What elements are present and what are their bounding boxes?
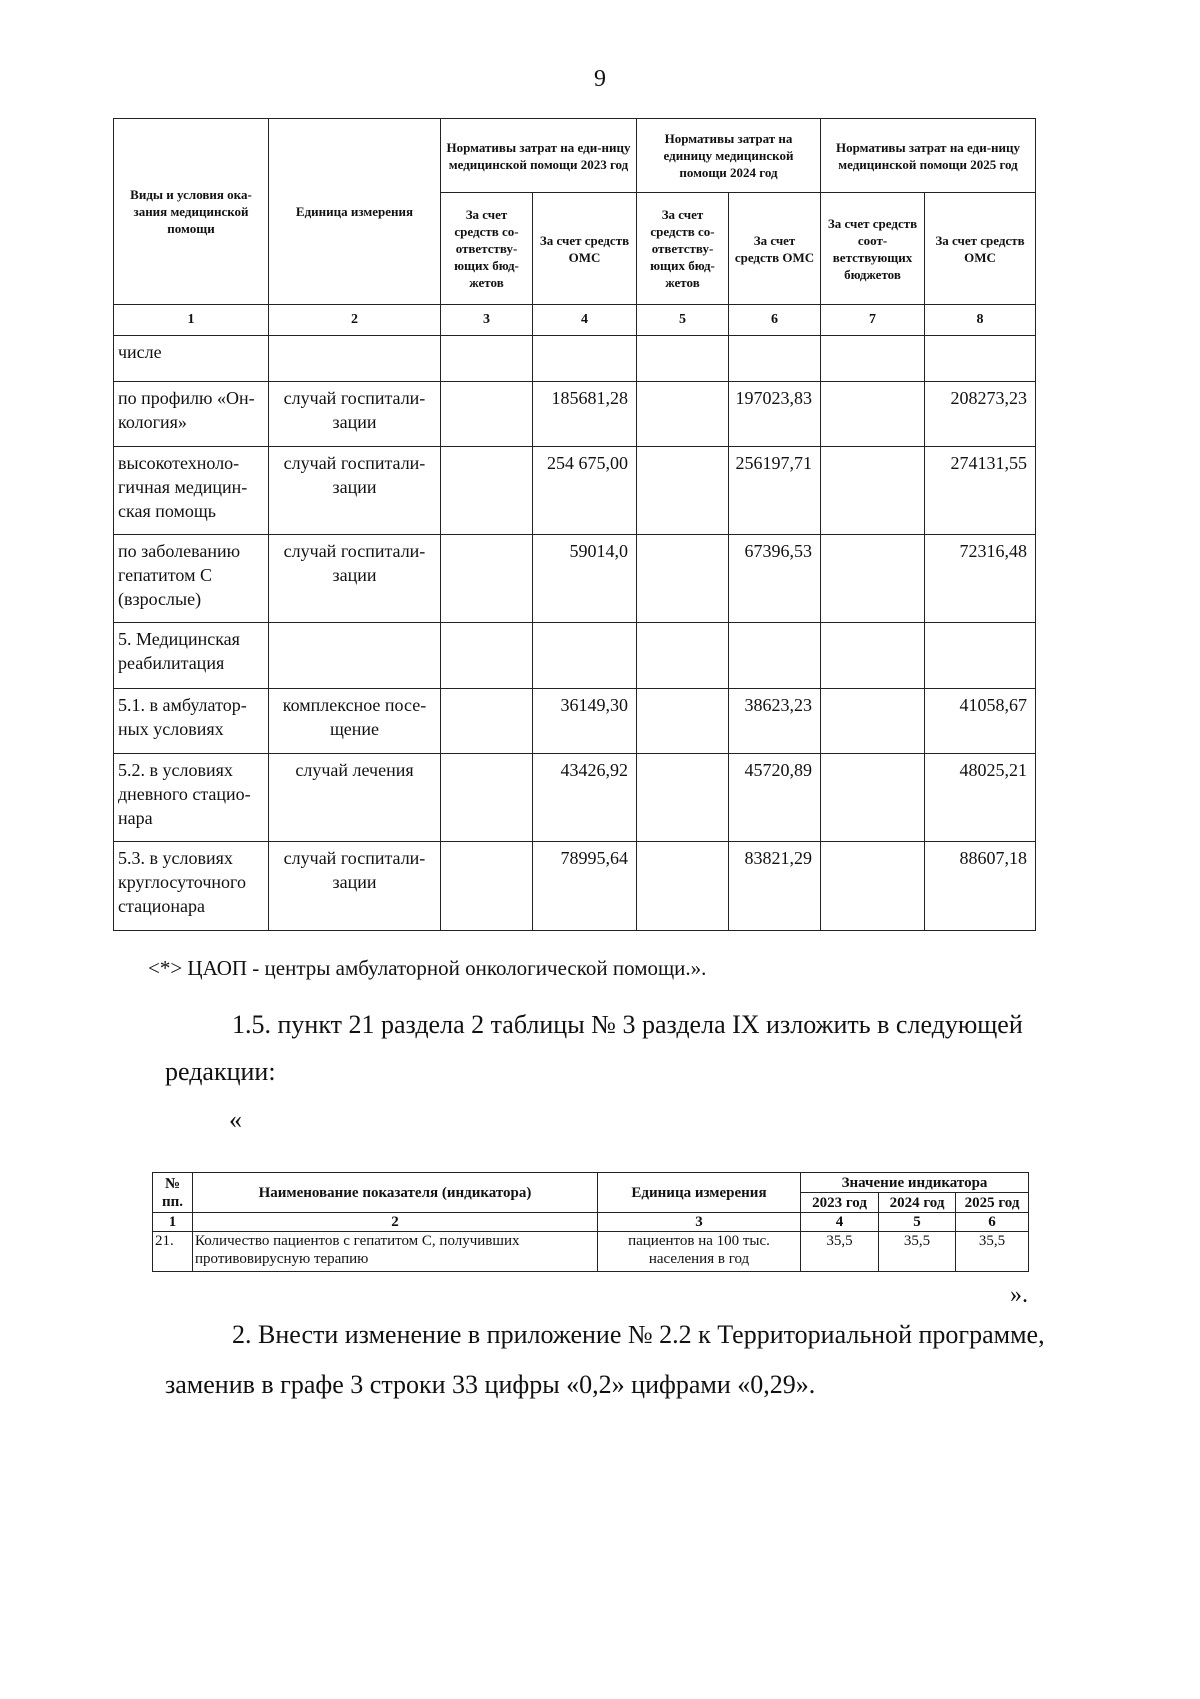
footnote: <*> ЦАОП - центры амбулаторной онкологической помощи.». [148, 956, 707, 980]
header-group-2025: Нормативы затрат на еди-ницу медицинской помощи 2025 год [821, 119, 1036, 193]
row-oms-2024: 67396,53 [729, 535, 821, 623]
row-indicator-name: Количество пациентов с гепатитом С, получивших противовирусную терапию [193, 1232, 598, 1272]
row-oms-2023 [533, 336, 637, 382]
header-oms-2023: За счет средств ОМС [533, 193, 637, 305]
column-number: 4 [533, 305, 637, 336]
table-row [114, 382, 1036, 447]
header-indicator-value: Значение индикатора [801, 1173, 1029, 1193]
table-row [114, 689, 1036, 754]
paragraph-2-line-2: заменив в графе 3 строки 33 цифры «0,2» цифрами «0,29». [165, 1370, 816, 1399]
row-budget-2024 [637, 689, 729, 754]
row-budget-2023 [441, 623, 533, 689]
row-budget-2023 [441, 382, 533, 447]
paragraph-1-line-2: редакции: [165, 1057, 276, 1086]
column-number-row [114, 305, 1036, 336]
column-number: 5 [879, 1213, 956, 1232]
close-quote: ». [1010, 1282, 1028, 1308]
row-oms-2023: 254 675,00 [533, 447, 637, 535]
row-unit: случай госпитали-зации [269, 382, 441, 447]
row-oms-2024: 38623,23 [729, 689, 821, 754]
row-oms-2023: 78995,64 [533, 842, 637, 931]
row-oms-2025: 274131,55 [925, 447, 1036, 535]
row-oms-2024: 256197,71 [729, 447, 821, 535]
row-budget-2025 [821, 535, 925, 623]
row-oms-2025: 208273,23 [925, 382, 1036, 447]
row-budget-2025 [821, 382, 925, 447]
row-oms-2025: 72316,48 [925, 535, 1036, 623]
row-kind: по заболеванию гепатитом С (взрослые) [114, 535, 269, 623]
table-row [114, 447, 1036, 535]
row-budget-2025 [821, 842, 925, 931]
row-oms-2024: 45720,89 [729, 754, 821, 842]
row-kind: по профилю «Он-кология» [114, 382, 269, 447]
header-2023: 2023 год [801, 1193, 879, 1213]
cost-standards-table [113, 118, 1036, 931]
row-budget-2023 [441, 535, 533, 623]
column-number: 5 [637, 305, 729, 336]
row-budget-2024 [637, 754, 729, 842]
header-num: № пп. [153, 1173, 193, 1213]
row-value-2023: 35,5 [801, 1232, 879, 1272]
row-oms-2023: 36149,30 [533, 689, 637, 754]
header-oms-2025: За счет средств ОМС [925, 193, 1036, 305]
header-budget-2023: За счет средств со-ответству-ющих бюд-жетов [441, 193, 533, 305]
row-unit: случай госпитали-зации [269, 535, 441, 623]
row-kind: 5.1. в амбулатор-ных условиях [114, 689, 269, 754]
row-oms-2024 [729, 623, 821, 689]
row-num: 21. [153, 1232, 193, 1272]
header-kind: Виды и условия ока-зания медицинской помощи [114, 119, 269, 305]
row-budget-2024 [637, 623, 729, 689]
row-budget-2024 [637, 535, 729, 623]
column-number: 3 [441, 305, 533, 336]
column-number-row [153, 1213, 1029, 1232]
row-budget-2024 [637, 336, 729, 382]
open-quote: « [229, 1105, 242, 1134]
row-oms-2023: 185681,28 [533, 382, 637, 447]
row-oms-2025: 88607,18 [925, 842, 1036, 931]
header-oms-2024: За счет средств ОМС [729, 193, 821, 305]
row-kind: 5. Медицинская реабилитация [114, 623, 269, 689]
row-kind: высокотехноло-гичная медицин-ская помощь [114, 447, 269, 535]
header-indicator-unit: Единица измерения [598, 1173, 801, 1213]
table-row [114, 754, 1036, 842]
row-unit: комплексное посе-щение [269, 689, 441, 754]
row-budget-2023 [441, 842, 533, 931]
header-2024: 2024 год [879, 1193, 956, 1213]
row-value-2024: 35,5 [879, 1232, 956, 1272]
row-budget-2025 [821, 754, 925, 842]
table-row [114, 842, 1036, 931]
table-row [114, 623, 1036, 689]
row-budget-2023 [441, 754, 533, 842]
row-kind: 5.3. в условиях круглосуточного стационара [114, 842, 269, 931]
row-unit [269, 623, 441, 689]
column-number: 1 [153, 1213, 193, 1232]
row-budget-2023 [441, 336, 533, 382]
row-oms-2025: 41058,67 [925, 689, 1036, 754]
header-budget-2024: За счет средств со-ответству-ющих бюд-жетов [637, 193, 729, 305]
table-row [153, 1232, 1029, 1272]
column-number: 1 [114, 305, 269, 336]
column-number: 6 [729, 305, 821, 336]
column-number: 7 [821, 305, 925, 336]
row-budget-2025 [821, 336, 925, 382]
page-number: 9 [594, 66, 606, 92]
column-number: 2 [193, 1213, 598, 1232]
row-budget-2025 [821, 689, 925, 754]
row-oms-2023: 43426,92 [533, 754, 637, 842]
row-kind: 5.2. в условиях дневного стацио-нара [114, 754, 269, 842]
row-value-2025: 35,5 [956, 1232, 1029, 1272]
column-number: 3 [598, 1213, 801, 1232]
header-group-2024: Нормативы затрат на единицу медицинской помощи 2024 год [637, 119, 821, 193]
paragraph-2-line-1: 2. Внести изменение в приложение № 2.2 к Территориальной программе, [232, 1320, 1045, 1349]
row-budget-2025 [821, 447, 925, 535]
row-oms-2024 [729, 336, 821, 382]
row-unit: случай лечения [269, 754, 441, 842]
header-2025: 2025 год [956, 1193, 1029, 1213]
column-number: 8 [925, 305, 1036, 336]
row-oms-2025: 48025,21 [925, 754, 1036, 842]
column-number: 2 [269, 305, 441, 336]
header-budget-2025: За счет средств соот-ветствующих бюджетов [821, 193, 925, 305]
row-budget-2023 [441, 689, 533, 754]
row-kind: числе [114, 336, 269, 382]
row-oms-2023: 59014,0 [533, 535, 637, 623]
row-unit: случай госпитали-зации [269, 447, 441, 535]
row-oms-2025 [925, 623, 1036, 689]
row-unit [269, 336, 441, 382]
row-budget-2024 [637, 842, 729, 931]
row-oms-2024: 197023,83 [729, 382, 821, 447]
header-unit: Единица измерения [269, 119, 441, 305]
column-number: 6 [956, 1213, 1029, 1232]
header-indicator-name: Наименование показателя (индикатора) [193, 1173, 598, 1213]
row-indicator-unit: пациентов на 100 тыс. населения в год [598, 1232, 801, 1272]
row-oms-2024: 83821,29 [729, 842, 821, 931]
row-budget-2025 [821, 623, 925, 689]
table-row [114, 535, 1036, 623]
indicator-table [152, 1172, 1029, 1272]
row-budget-2024 [637, 382, 729, 447]
row-oms-2025 [925, 336, 1036, 382]
row-unit: случай госпитали-зации [269, 842, 441, 931]
column-number: 4 [801, 1213, 879, 1232]
row-budget-2023 [441, 447, 533, 535]
paragraph-1-line-1: 1.5. пункт 21 раздела 2 таблицы № 3 раздела IX изложить в следующей [232, 1010, 1023, 1039]
row-oms-2023 [533, 623, 637, 689]
row-budget-2024 [637, 447, 729, 535]
table-row [114, 336, 1036, 382]
header-group-2023: Нормативы затрат на еди-ницу медицинской помощи 2023 год [441, 119, 637, 193]
